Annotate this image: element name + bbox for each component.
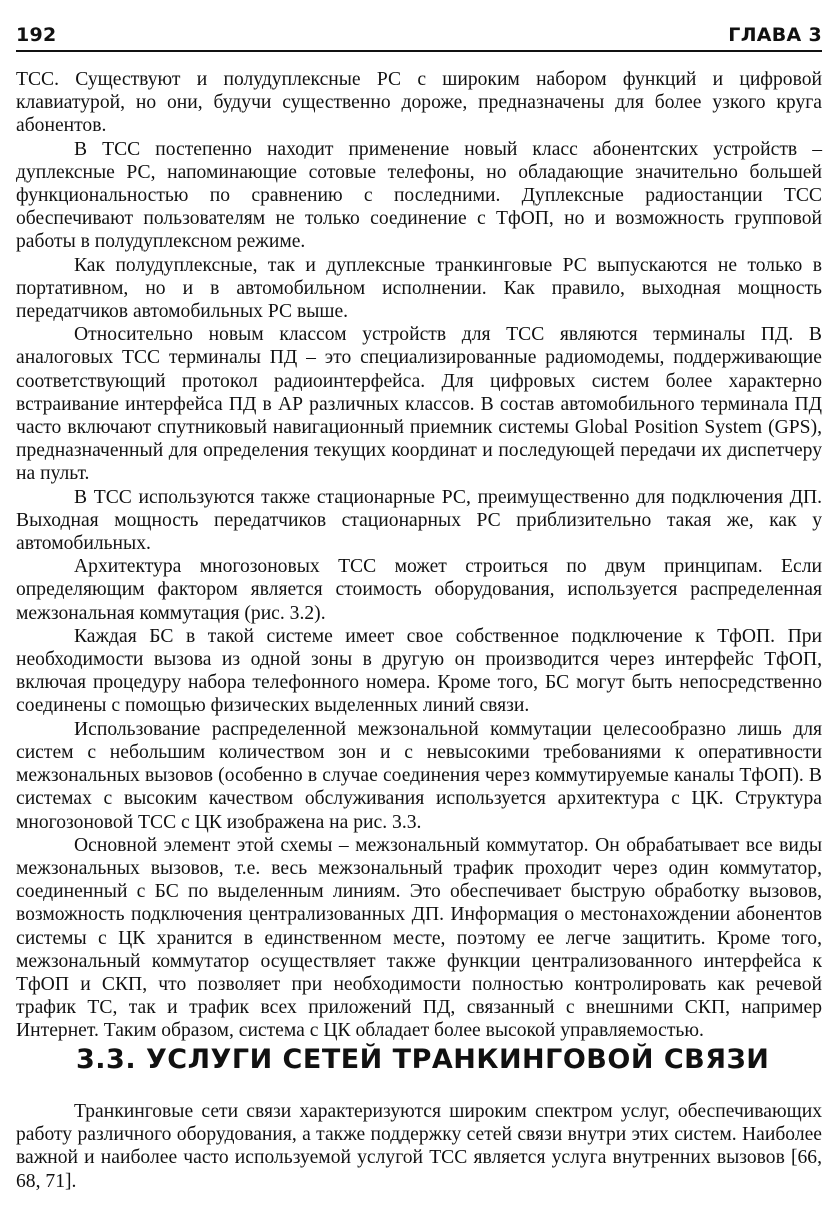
paragraph: Архитектура многозоновых ТСС может строиться по двум принципам. Если определяющим фактором является стоимость оборудования, используется распределенная межзональная коммутация (рис. 3.2). [16,556,822,624]
page-number: 192 [16,24,57,46]
paragraph: В ТСС используются также стационарные РС, преимущественно для подключения ДП. Выходная мощность передатчиков стационарных РС приблизительно такая же, как у автомобильных. [16,486,822,555]
section-heading: 3.3. УСЛУГИ СЕТЕЙ ТРАНКИНГОВОЙ СВЯЗИ [76,1044,770,1075]
paragraph: ТСС. Существуют и полудуплексные РС с широким набором функций и цифровой клавиатурой, но они, будучи существенно дороже, предназначены для более узкого круга абонентов. [16,69,822,137]
running-header [16,24,822,48]
header-rule [16,50,822,52]
section-body [16,1100,822,1193]
paragraph: Как полудуплексные, так и дуплексные транкинговые РС выпускаются не только в портативном, но и в автомобильном исполнении. Как правило, выходная мощность передатчиков автомобильных РС выше. [16,254,822,323]
paragraph: В ТСС постепенно находит применение новый класс абонентских устройств – дуплексные РС, напоминающие сотовые телефоны, но обладающие значительно большей функциональностью по сравнению с последними. Дуплексные радиостанции ТСС обеспечивают пользователям не только соединение с ТфОП, но и возможность групповой работы в полудуплексном режиме. [16,138,822,253]
paragraph: Относительно новым классом устройств для ТСС являются терминалы ПД. В аналоговых ТСС терминалы ПД – это специализированные радиомодемы, поддерживающие соответствующий протокол радиоинтерфейса. Для цифровых систем более характерно встраивание интерфейса ПД в АР различных классов. В состав автомобильного терминала ПД часто включают спутниковый навигационный приемник системы Global Position System (GPS), предназначенный для определения текущих координат и последующей передачи их диспетчеру на пульт. [16,324,822,485]
body-text [16,68,822,1043]
paragraph: Использование распределенной межзональной коммутации целесообразно лишь для систем с небольшим количеством зон и с невысокими требованиями к оперативности межзональных вызовов (особенно в случае соединения через коммутируемые каналы ТфОП). В системах с высоким качеством обслуживания используется архитектура с ЦК. Структура многозоновой ТСС с ЦК изображена на рис. 3.3. [16,718,822,833]
paragraph: Основной элемент этой схемы – межзональный коммутатор. Он обрабатывает все виды межзональных вызовов, т.е. весь межзональный трафик проходит через один коммутатор, соединенный с БС по выделенным линиям. Это обеспечивает быструю обработку вызовов, возможность подключения централизованных ДП. Информация о местонахождении абонентов системы с ЦК хранится в единственном месте, поэтому ее легче защитить. Кроме того, межзональный коммутатор осуществляет также функции централизованного интерфейса к ТфОП и СКП, что позволяет при необходимости полностью контролировать как речевой трафик ТС, так и трафик всех приложений ПД, связанный с внешними СКП, например Интернет. Таким образом, система с ЦК обладает более высокой управляемостью. [16,834,822,1042]
paragraph: Транкинговые сети связи характеризуются широким спектром услуг, обеспечивающих работу различного оборудования, а также поддержку сетей связи внутри этих систем. Наиболее важной и наиболее часто используемой услугой ТСС является услуга внутренних вызовов [66, 68, 71]. [16,1101,822,1192]
chapter-label: ГЛАВА 3 [728,24,822,46]
paragraph: Каждая БС в такой системе имеет свое собственное подключение к ТфОП. При необходимости вызова из одной зоны в другую он производится через интерфейс ТфОП, включая процедуру набора телефонного номера. Кроме того, БС могут быть непосредственно соединены с помощью физических выделенных линий связи. [16,625,822,717]
